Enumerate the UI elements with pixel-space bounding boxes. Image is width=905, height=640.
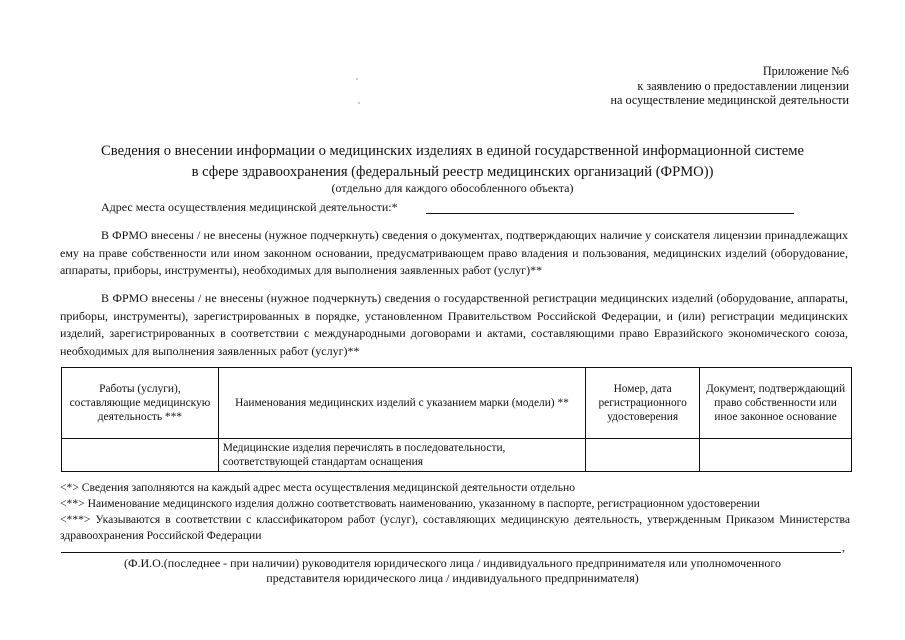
table-cell[interactable]: Медицинские изделия перечислять в последовательности, соответствующей стандартам оснащения (218, 439, 585, 472)
appendix-number: Приложение №6 (762, 64, 849, 78)
footnote-1: <*> Сведения заполняются на каждый адрес места осуществления медицинской деятельности отдельно (60, 481, 575, 494)
medical-devices-table (61, 367, 852, 472)
table-cell[interactable] (700, 439, 852, 472)
scan-speck (356, 78, 358, 80)
signature-line[interactable] (61, 552, 841, 553)
table-header-cell: Документ, подтверждающий право собственности или иное законное основание (700, 368, 852, 439)
address-input-line[interactable] (426, 213, 794, 214)
table-header-row (62, 368, 852, 439)
signature-comma: , (842, 540, 845, 554)
paragraph-registration: В ФРМО внесены / не внесены (нужное подчеркнуть) сведения о государственной регистрации медицинских изделий (оборудование, аппараты, приборы, инструменты), зарегистрированных в порядке, установленном Правительством Российской Федерации, и (или) регистрации медицинских изделий, зарегистрированных в соответствии с международными договорами и актами, составляющими право Евразийского экономического союза, необходимых для выполнения заявленных работ (услуг)** (60, 291, 848, 358)
document-title (0, 141, 905, 183)
title-line-1: Сведения о внесении информации о медицинских изделиях в единой государственной информационной системе (101, 143, 804, 159)
footnote-2: <**> Наименование медицинского изделия должно соответствовать наименованию, указанному в паспорте, регистрационном удостоверении (60, 497, 760, 510)
table-header-cell: Номер, дата регистрационного удостоверения (586, 368, 700, 439)
table-header-cell: Наименования медицинских изделий с указанием марки (модели) ** (218, 368, 585, 439)
paragraph-ownership-documents: В ФРМО внесены / не внесены (нужное подчеркнуть) сведения о документах, подтверждающих наличие у соискателя лицензии принадлежащих ему на праве собственности или ином законном основании, предусматривающем право владения и пользования, медицинских изделий (оборудование, аппараты, приборы, инструменты), необходимых для выполнения заявленных работ (услуг)** (60, 228, 848, 278)
signature-caption-line-2: представителя юридического лица / индивидуального предпринимателя) (266, 571, 639, 585)
table-cell[interactable] (62, 439, 219, 472)
signature-caption-line-1: (Ф.И.О.(последнее - при наличии) руководителя юридического лица / индивидуального предпринимателя или уполномоченного (123, 556, 782, 570)
scan-speck (358, 102, 360, 104)
footnote-3: <***> Указываются в соответствии с классификатором работ (услуг), составляющих медицинскую деятельность, утвержденным Приказом Министерства здравоохранения Российской Федерации (60, 513, 850, 542)
appendix-header (610, 64, 849, 108)
table-row (62, 439, 852, 472)
title-line-2: в сфере здравоохранения (федеральный реестр медицинских организаций (ФРМО)) (191, 164, 714, 180)
table-header-cell: Работы (услуги), составляющие медицинскую деятельность *** (62, 368, 219, 439)
footnotes (60, 480, 850, 544)
document-subtitle: (отдельно для каждого обособленного объекта) (331, 181, 574, 195)
signature-caption (0, 556, 905, 586)
appendix-line-2: к заявлению о предоставлении лицензии (637, 78, 849, 93)
appendix-line-3: на осуществление медицинской деятельности (610, 93, 849, 107)
address-label: Адрес места осуществления медицинской деятельности:* (101, 200, 398, 214)
table-cell[interactable] (586, 439, 700, 472)
